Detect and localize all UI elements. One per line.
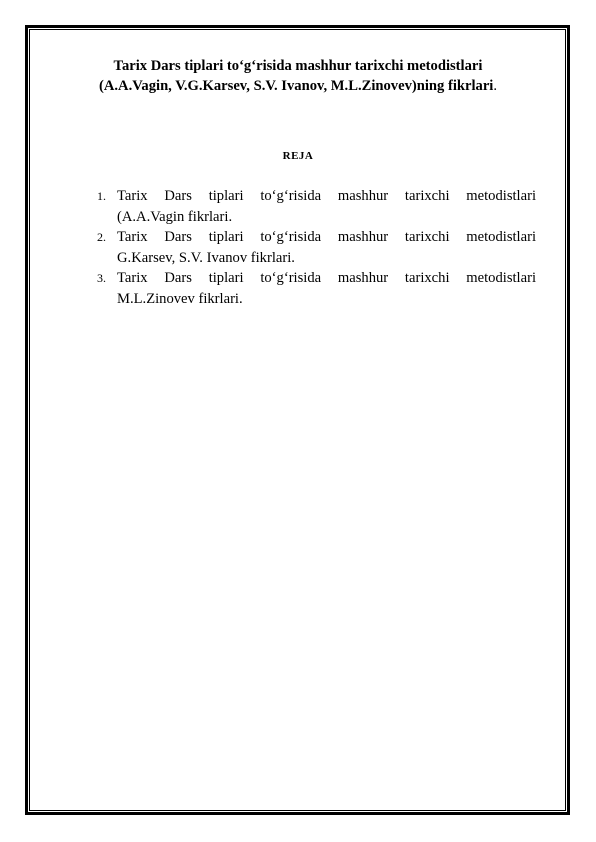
plan-item-number: 1. <box>97 189 106 203</box>
plan-item-text-line-2: (A.A.Vagin fikrlari. <box>117 208 233 225</box>
plan-item-number: 3. <box>97 271 106 285</box>
plan-item-text-line-1: Tarix Dars tiplari to‘g‘risida mashhur tarixchi metodistlari <box>117 229 536 245</box>
plan-item-text-line-2: G.Karsev, S.V. Ivanov fikrlari. <box>117 249 295 266</box>
plan-item-text-line-1: Tarix Dars tiplari to‘g‘risida mashhur tarixchi metodistlari <box>117 270 536 286</box>
plan-item-3 <box>92 268 536 309</box>
document-title-line-2-text: (A.A.Vagin, V.G.Karsev, S.V. Ivanov, M.L.Zinovev)ning fikrlari <box>98 78 494 94</box>
plan-item-number: 2. <box>97 230 106 244</box>
plan-item-1 <box>92 186 536 227</box>
plan-item-text-line-1: Tarix Dars tiplari to‘g‘risida mashhur tarixchi metodistlari <box>117 188 536 204</box>
plan-heading: REJA <box>282 150 314 162</box>
document-title-line-2 <box>60 76 536 96</box>
document-title <box>60 56 536 96</box>
document-title-end: . <box>493 78 498 94</box>
page-border-inner <box>29 29 566 811</box>
plan-item-2 <box>92 227 536 268</box>
plan-item-text-line-2: M.L.Zinovev fikrlari. <box>117 290 243 307</box>
document-title-line-1: Tarix Dars tiplari to‘g‘risida mashhur tarixchi metodistlari <box>113 58 483 74</box>
plan-list <box>92 186 536 309</box>
